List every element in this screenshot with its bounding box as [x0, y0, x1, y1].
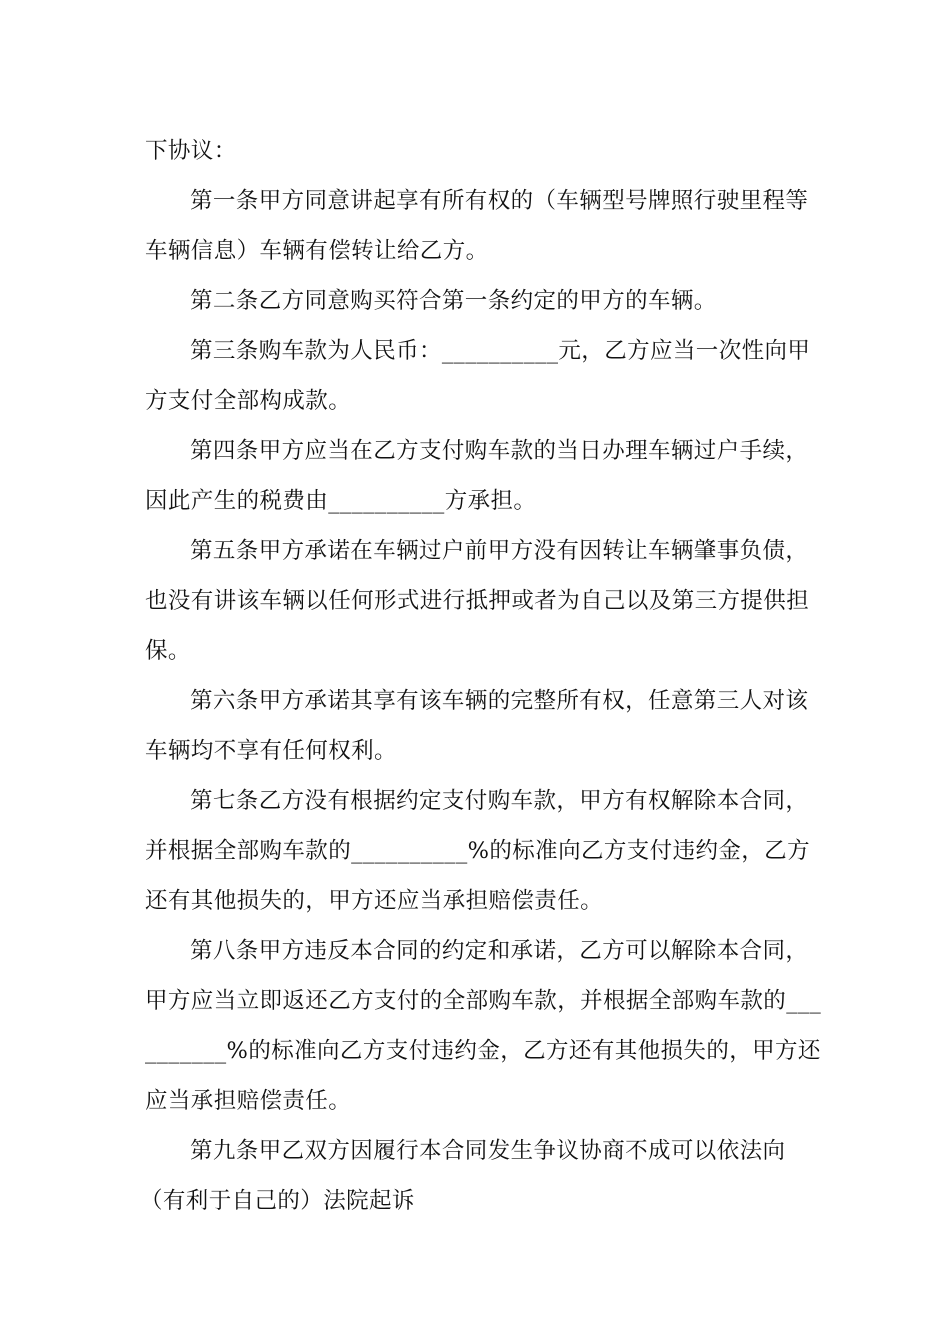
text-line: 车辆均不享有任何权利。	[145, 738, 397, 764]
text-line: 第四条甲方应当在乙方支付购车款的当日办理车辆过户手续，	[190, 438, 809, 464]
text-line: 也没有讲该车辆以任何形式进行抵押或者为自己以及第三方提供担	[145, 588, 810, 614]
text-line: 应当承担赔偿责任。	[145, 1088, 352, 1114]
text-line: 保。	[145, 638, 191, 664]
text-line: （有利于自己的）法院起诉	[140, 1188, 415, 1214]
text-line: 方支付全部构成款。	[145, 388, 352, 414]
text-line: 还有其他损失的，甲方还应当承担赔偿责任。	[145, 888, 604, 914]
text-line: 第三条购车款为人民币：__________元，乙方应当一次性向甲	[190, 338, 811, 364]
text-line: 第六条甲方承诺其享有该车辆的完整所有权，任意第三人对该	[190, 688, 809, 714]
text-line: 第一条甲方同意讲起享有所有权的（车辆型号牌照行驶里程等	[190, 188, 809, 214]
text-line: 车辆信息）车辆有偿转让给乙方。	[145, 238, 489, 264]
text-line: 甲方应当立即返还乙方支付的全部购车款，并根据全部购车款的___	[145, 988, 822, 1014]
text-line: 第七条乙方没有根据约定支付购车款，甲方有权解除本合同，	[190, 788, 809, 814]
text-line: 下协议：	[145, 138, 237, 164]
text-line: 第八条甲方违反本合同的约定和承诺，乙方可以解除本合同，	[190, 938, 809, 964]
text-line: 第二条乙方同意购买符合第一条约定的甲方的车辆。	[190, 288, 717, 314]
text-line: _______%的标准向乙方支付违约金，乙方还有其他损失的，甲方还	[145, 1038, 821, 1064]
text-line: 第五条甲方承诺在车辆过户前甲方没有因转让车辆肇事负债，	[190, 538, 809, 564]
text-line: 并根据全部购车款的__________%的标准向乙方支付违约金，乙方	[145, 838, 810, 864]
text-line: 第九条甲乙双方因履行本合同发生争议协商不成可以依法向	[190, 1138, 786, 1164]
text-line: 因此产生的税费由__________方承担。	[145, 488, 537, 514]
